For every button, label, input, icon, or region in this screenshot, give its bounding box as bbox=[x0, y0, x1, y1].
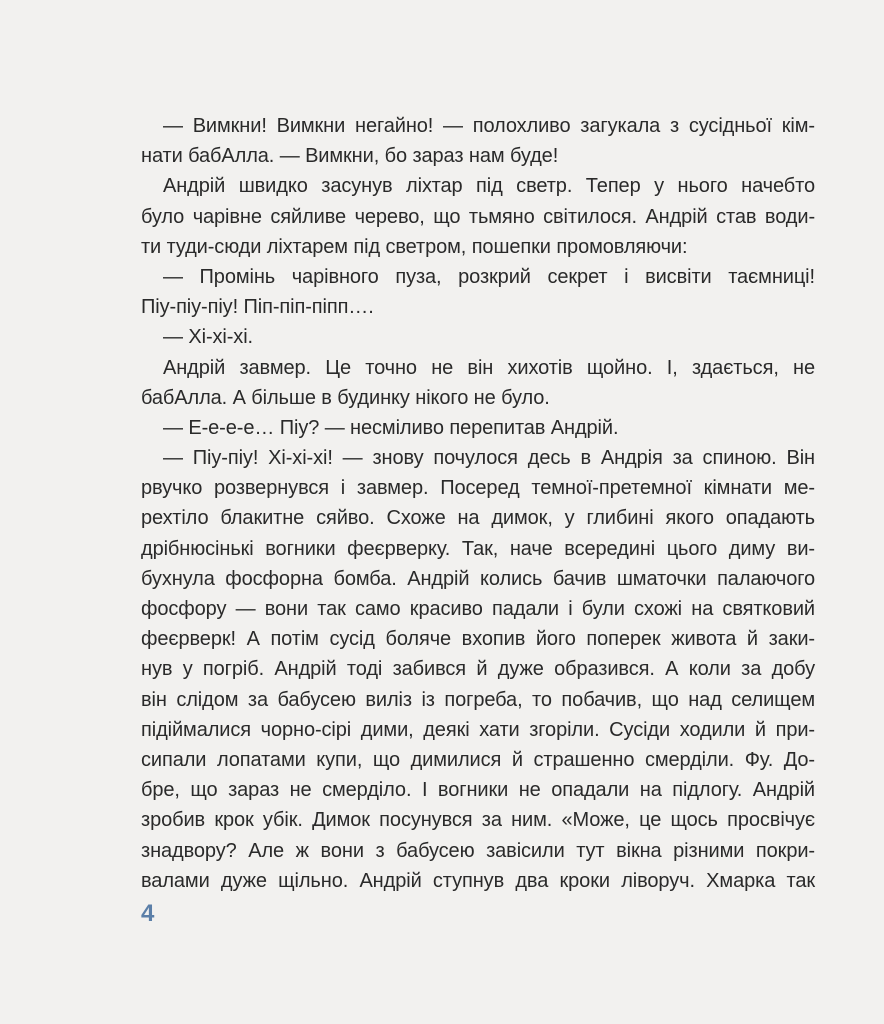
text-line: — Хі-хі-хі. bbox=[163, 326, 254, 349]
text-line: — Е-е-е-е… Піу? — несміливо перепитав Андрій. bbox=[163, 416, 619, 439]
text-line: нати бабАлла. — Вимкни, бо зараз нам буде! bbox=[141, 145, 559, 168]
text-line: він слідом за бабусею виліз із погреба, то побачив, що над селищем bbox=[141, 688, 815, 711]
page-number: 4 bbox=[141, 900, 155, 927]
text-line: було чарівне сяйливе черево, що тьмяно світилося. Андрій став води- bbox=[141, 205, 815, 228]
text-line: валами дуже щільно. Андрій ступнув два кроки ліворуч. Хмарка так bbox=[141, 869, 815, 892]
text-line: ти туди-сюди ліхтарем під светром, пошепки промовляючи: bbox=[141, 235, 688, 258]
text-line: фосфору — вони так само красиво падали і були схожі на святковий bbox=[141, 598, 815, 620]
text-line: нув у погріб. Андрій тоді забився й дуже образився. А коли за добу bbox=[141, 658, 815, 681]
text-line: бабАлла. А більше в будинку нікого не було. bbox=[141, 386, 550, 409]
text-line: рвучко розвернувся і завмер. Посеред темної-претемної кімнати ме- bbox=[141, 477, 815, 500]
text-line: підіймалися чорно-сірі дими, деякі хати згоріли. Сусіди ходили й при- bbox=[141, 718, 815, 741]
text-line: — Вимкни! Вимкни негайно! — полохливо загукала з сусідньої кім- bbox=[163, 115, 815, 137]
text-line: бухнула фосфорна бомба. Андрій колись бачив шматочки палаючого bbox=[141, 567, 815, 590]
text-line: — Промінь чарівного пуза, розкрий секрет і висвіти таємниці! bbox=[163, 265, 815, 288]
text-line: бре, що зараз не смерділо. І вогники не опадали на підлогу. Андрій bbox=[141, 779, 815, 802]
text-line: Андрій завмер. Це точно не він хихотів щойно. І, здається, не bbox=[163, 356, 815, 379]
text-line: Андрій швидко засунув ліхтар під светр. Тепер у нього начебто bbox=[163, 175, 815, 198]
body-text bbox=[141, 111, 815, 896]
text-line: Піу-піу-піу! Піп-піп-піпп…. bbox=[141, 296, 374, 319]
text-line: знадвору? Але ж вони з бабусею завісили тут вікна різними покри- bbox=[141, 839, 815, 862]
text-line: рехтіло блакитне сяйво. Схоже на димок, у глибині якого опадають bbox=[141, 507, 815, 530]
text-line: сипали лопатами купи, що димилися й страшенно смерділи. Фу. До- bbox=[141, 748, 815, 771]
text-line: феєрверк! А потім сусід боляче вхопив його поперек живота й заки- bbox=[141, 628, 815, 651]
text-line: — Піу-піу! Хі-хі-хі! — знову почулося десь в Андрія за спиною. Він bbox=[163, 447, 815, 470]
text-line: зробив крок убік. Димок посунувся за ним. «Може, це щось просвічує bbox=[141, 809, 815, 832]
text-line: дрібнюсінькі вогники феєрверку. Так, наче всередині цього диму ви- bbox=[141, 537, 815, 560]
